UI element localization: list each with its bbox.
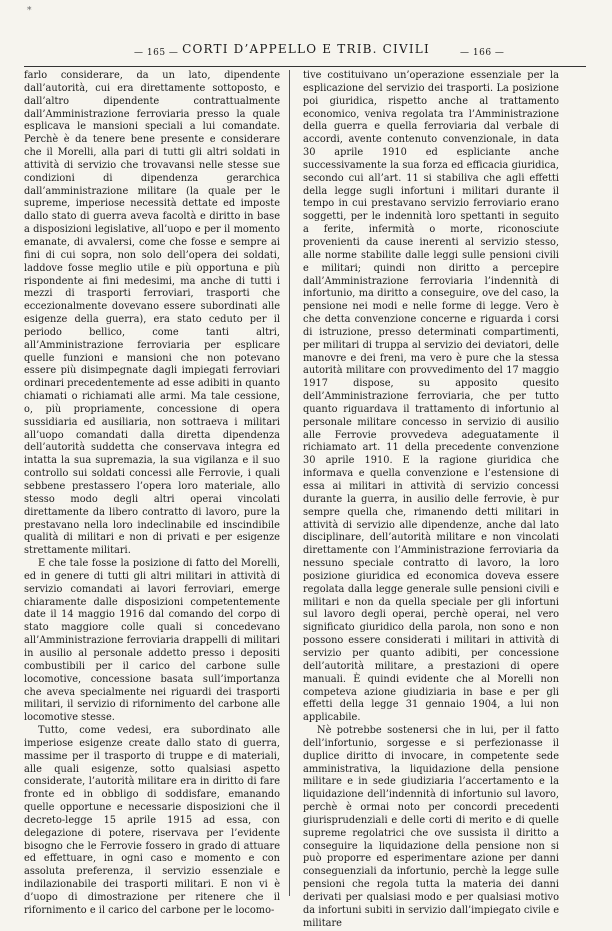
paragraph: Nè potrebbe sostenersi che in lui, per il fatto dell’infortunio, sorgesse e si perfezionasse il duplice diritto di invocare, in competente sede amministrativa, la liquidazione della pensione militare e in sede giudiziaria l’accertamento e la liquidazione dell’indennità di infortunio sul lavoro, perchè è ormai noto per concordi precedenti giurisprudenziali e delle corti di merito e di quelle supreme regolatrici che ove sussista il diritto a conseguire la liquidazione della pensione non si può proporre ed esperimentare azione per danni conseguenziali da infortunio, perchè la legge sulle pensioni che regola tutta la materia dei danni derivati per qualsiasi modo e per qualsiasi motivo da infortuni subiti in servizio dall’impiegato civile e militare [303,725,559,929]
running-header [24,42,588,62]
running-title: CORTI D’APPELLO E TRIB. CIVILI [182,42,430,56]
page-number-left: — 165 — [134,48,179,58]
header-rule [24,66,586,67]
paragraph: Tutto, come vedesi, era subordinato alle imperiose esigenze create dallo stato di guerra, massime per il trasporto di truppe e di materiali, alle quali esigenze, sotto qualsiasi aspetto considerate, l’autorità militare era in diritto di fare fronte ed in obbligo di soddisfare, emanando quelle opportune e necessarie disposizioni che il decreto-legge 15 aprile 1915 ad essa, con delegazione di potere, riservava per l’evidente bisogno che le Ferrovie fossero in grado di attuare ed effettuare, in ogni caso e momento e con assoluta preferenza, il servizio essenziale e indilazionabile dei trasporti militari. E non vi è d’uopo di dimostrazione per ritenere che il rifornimento e il carico del carbone per le locomo- [24,725,280,916]
page-number-right: — 166 — [460,48,505,58]
right-column [303,70,559,929]
paragraph: farlo considerare, da un lato, dipendente dall’autorità, cui era direttamente sottoposto, e dall’altro dipendente contrattualmente dall’Amministrazione ferroviaria presso la quale esplicava le mansioni speciali a lui comandate. Perchè è da tenere bene presente e considerare che il Morelli, alla pari di tutti gli altri soldati in attività di servizio che trovavansi nelle stesse sue condizioni di dipendenza gerarchica dall’amministrazione militare (la quale per le supreme, imperiose necessità dettate ed imposte dallo stato di guerra aveva facoltà e diritto in base a disposizioni legislative, all’uopo e per il momento emanate, di avvalersi, come che fosse e sempre ai fini di cui sopra, non solo dell’opera dei soldati, laddove fosse meglio utile e più opportuna e più rispondente ai fini medesimi, ma anche di tutti i mezzi di trasporti ferroviari, trasporti che eccezionalmente dovevano essere subordinati alle esigenze della guerra), era stato ceduto per il periodo bellico, come tanti altri, all’Amministrazione ferroviaria per esplicare quelle funzioni e mansioni che non potevano essere più disimpegnate dagli impiegati ferroviari ordinari precedentemente ad esse adibiti in quanto chiamati o richiamati alle armi. Ma tale cessione, o, più propriamente, concessione di opera sussidiaria ed ausiliaria, non sottraeva i militari all’uopo comandati dalla diretta dipendenza dell’autorità suddetta che conservava integra ed intatta la sua supremazia, la sua vigilanza e il suo controllo sui soldati concessi alle Ferrovie, i quali sebbene prestassero l’opera loro materiale, allo stesso modo degli altri operai vincolati direttamente da libero contratto di lavoro, pure la prestavano nella loro indeclinabile ed inscindibile qualità di militari e non di privati e per esigenze strettamente militari. [24,70,280,557]
corner-mark: * [27,6,32,16]
column-divider [289,70,290,896]
paragraph: tive costituivano un’operazione essenziale per la esplicazione del servizio dei trasporti. La posizione poi giuridica, rispetto anche al trattamento economico, veniva regolata tra l’Amministrazione della guerra e quella ferroviaria dal verbale di accordi, avente contenuto convenzionale, in data 30 aprile 1910 ed espliciante anche successivamente la sua forza ed efficacia giuridica, secondo cui all’art. 11 si stabiliva che agli effetti della legge sugli infortuni i militari durante il tempo in cui prestavano servizio ferroviario erano soggetti, per le indennità loro spettanti in seguito a ferite, infermità o morte, riconosciute provenienti da cause inerenti al servizio stesso, alle norme stabilite dalle leggi sulle pensioni civili e militari; quindi non diritto a percepire dall’Amministrazione ferroviaria l’indennità di infortunio, ma diritto a conseguire, ove del caso, la pensione nei modi e nelle forme di legge. Vero è che detta convenzione concerne e riguarda i corsi di istruzione, presso determinati compartimenti, per militari di truppa al servizio dei deviatori, delle manovre e dei freni, ma vero è pure che la stessa autorità militare con provvedimento del 17 maggio 1917 dispose, su apposito quesito dell’Amministrazione ferroviaria, che per tutto quanto riguardava il trattamento di infortunio al personale militare concesso in servizio di ausilio alle Ferrovie provvedeva adeguatamente il richiamato art. 11 della precedente convenzione 30 aprile 1910. E la ragione giuridica che informava e quella convenzione e l’estensione di essa ai militari in attività di servizio concessi durante la guerra, in ausilio delle ferrovie, è pur sempre quella che, rimanendo detti militari in attività di servizio alle dipendenze, anche dal lato disciplinare, dell’autorità militare e non vincolati direttamente con l’Amministrazione ferroviaria da nessuno speciale contratto di lavoro, la loro posizione giuridica ed economica doveva essere regolata dalla legge generale sulle pensioni civili e militari e non da quella speciale per gli infortuni sul lavoro degli operai, perchè operai, nel vero significato giuridico della parola, non sono e non possono essere considerati i militari in attività di servizio per quanto adibiti, per concessione dell’autorità militare, a prestazioni di opere manuali. È quindi evidente che al Morelli non competeva azione giudiziaria in base e per gli effetti della legge 31 gennaio 1904, a lui non applicabile. [303,70,559,724]
left-column [24,70,280,916]
paragraph: E che tale fosse la posizione di fatto del Morelli, ed in genere di tutti gli altri militari in attività di servizio comandati ai lavori ferroviari, emerge chiaramente dalle disposizioni competentemente date il 14 maggio 1916 dal comando del corpo di stato maggiore colle quali si concedevano all’Amministrazione ferroviaria drappelli di militari in ausilio al personale addetto presso i depositi combustibili per il carico del carbone sulle locomotive, concessione basata sull’importanza che aveva specialmente nei riguardi dei trasporti militari, il servizio di rifornimento del carbone alle locomotive stesse. [24,558,280,724]
